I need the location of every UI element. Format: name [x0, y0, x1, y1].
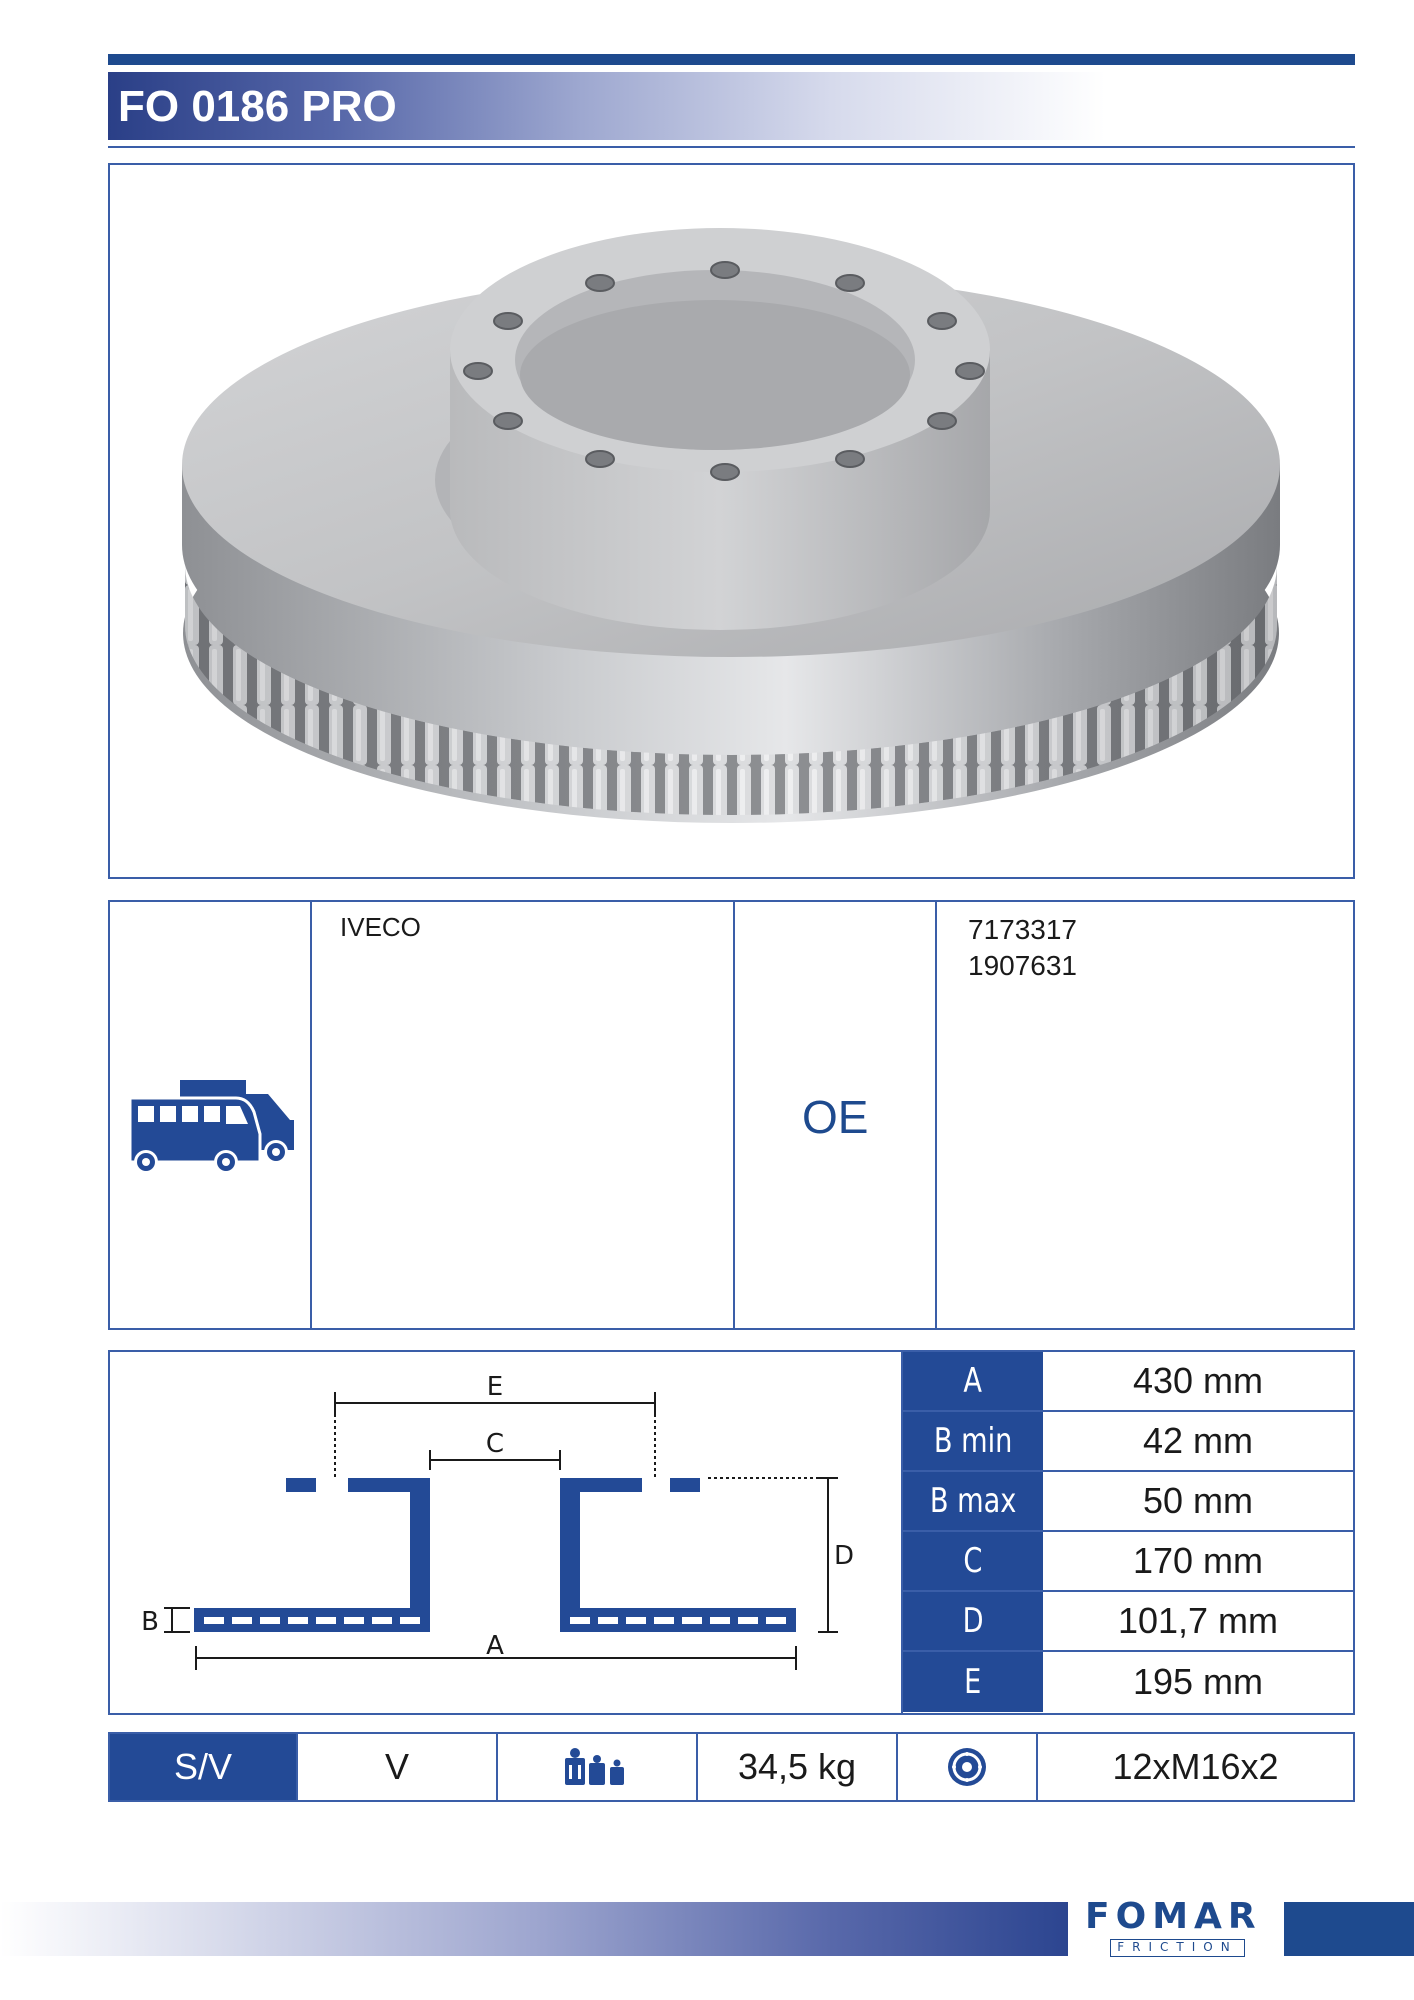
- column-divider: [935, 902, 937, 1328]
- footer-gradient: [0, 1902, 1068, 1956]
- diagram-label-a: A: [486, 1631, 504, 1661]
- dimension-key: A: [903, 1352, 1043, 1410]
- dimension-key: B max: [903, 1472, 1043, 1530]
- column-divider: [733, 902, 735, 1328]
- dimension-key: C: [903, 1532, 1043, 1590]
- dimension-row: [903, 1652, 1353, 1712]
- weights-icon: [562, 1747, 632, 1787]
- dimension-value: 170 mm: [1132, 1540, 1264, 1581]
- dimension-value: 195 mm: [1132, 1661, 1264, 1702]
- product-image-frame: [108, 163, 1355, 879]
- applications-table: [108, 900, 1355, 1330]
- oe-number: 1907631: [968, 950, 1078, 981]
- dimensions-panel: [108, 1350, 1355, 1715]
- dimension-value: 42 mm: [1142, 1420, 1254, 1461]
- diagram-label-c: C: [485, 1429, 505, 1459]
- type-label: S/V: [110, 1734, 296, 1800]
- bolt-pattern-icon: [945, 1745, 989, 1789]
- diagram-label-d: D: [833, 1541, 855, 1571]
- dimension-key: E: [903, 1652, 1043, 1712]
- footer-block: [1284, 1902, 1414, 1956]
- bolt-spec: 12xM16x2: [1112, 1746, 1279, 1787]
- diagram-label-e: E: [486, 1372, 504, 1402]
- oe-numbers: [968, 912, 1077, 984]
- oe-label: OE: [802, 1091, 869, 1143]
- dimension-row: [903, 1532, 1353, 1592]
- diagram-label-b: B: [141, 1607, 159, 1637]
- oe-number: 7173317: [968, 914, 1078, 945]
- dimension-key: D: [903, 1592, 1043, 1650]
- dimension-row: [903, 1592, 1353, 1652]
- dimension-value: 430 mm: [1132, 1360, 1264, 1401]
- title-bar: [108, 72, 1355, 140]
- dimension-value: 101,7 mm: [1117, 1600, 1279, 1641]
- title-underline: [108, 146, 1355, 148]
- brand-logo-sub: FRICTION: [1110, 1939, 1245, 1957]
- column-divider: [310, 902, 312, 1328]
- weight-value: 34,5 kg: [737, 1746, 857, 1787]
- dimension-row: [903, 1472, 1353, 1532]
- spec-strip: [108, 1732, 1355, 1802]
- dimension-row: [903, 1352, 1353, 1412]
- weight-icon-cell: [498, 1734, 696, 1800]
- top-rule: [108, 54, 1355, 65]
- product-title: FO 0186 PRO: [118, 82, 397, 131]
- cross-section-diagram: [110, 1352, 903, 1713]
- dimension-value: 50 mm: [1142, 1480, 1254, 1521]
- dimension-row: [903, 1412, 1353, 1472]
- vehicle-make: IVECO: [340, 912, 421, 942]
- bolt-icon-cell: [898, 1734, 1036, 1800]
- brand-logo: FOMAR: [1085, 1896, 1262, 1937]
- brake-disc-image: [110, 165, 1353, 877]
- type-value: V: [384, 1746, 409, 1787]
- van-truck-icon: [128, 1072, 298, 1172]
- dimension-key: B min: [903, 1412, 1043, 1470]
